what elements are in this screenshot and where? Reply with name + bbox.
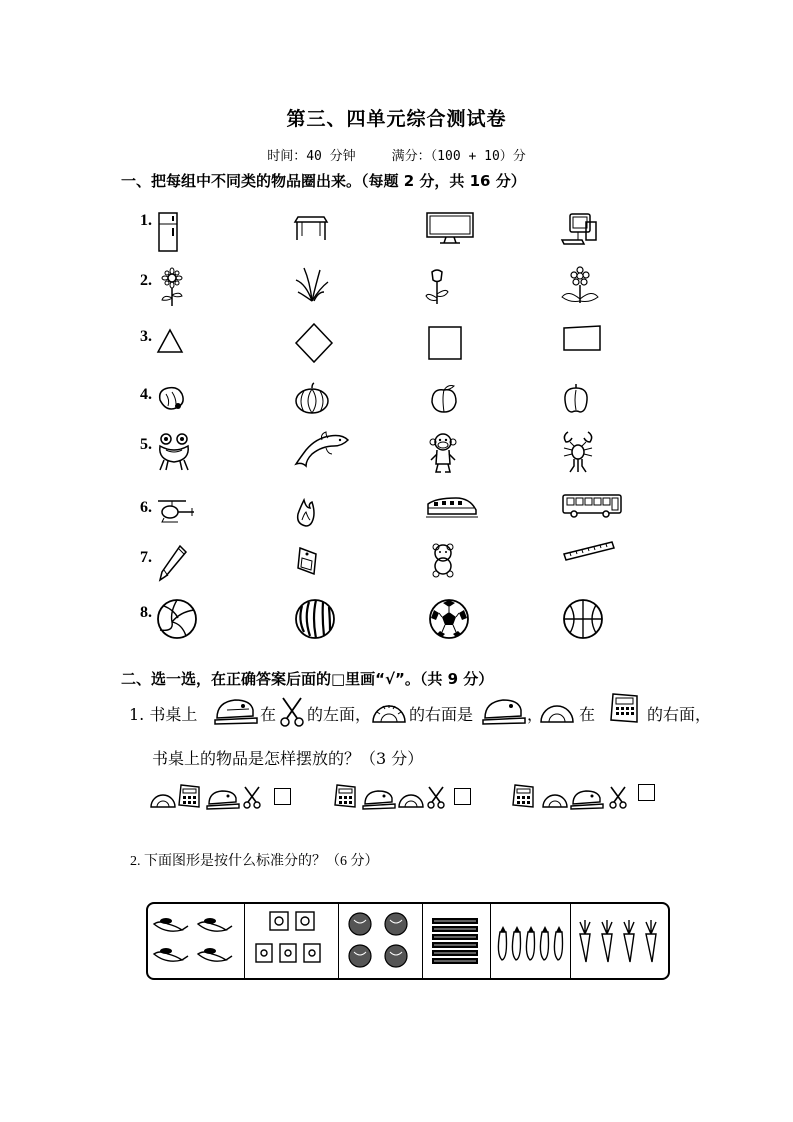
grass-icon[interactable] <box>294 266 330 302</box>
calculator-icon <box>178 784 202 812</box>
table-icon[interactable] <box>294 211 328 241</box>
scissors-icon <box>426 786 446 814</box>
question-1-line-1 <box>129 696 729 732</box>
fire-icon[interactable] <box>294 498 318 528</box>
stapler-icon <box>570 788 604 814</box>
section1-heading: 一、把每组中不同类的物品圈出来。（每题 2 分，共 16 分） <box>121 172 526 190</box>
row-number-5: 5. <box>140 436 152 453</box>
answer-checkbox[interactable] <box>638 784 655 801</box>
basketball-icon[interactable] <box>562 598 604 640</box>
full-score: 满分：（100 + 10）分 <box>391 149 526 164</box>
square-icon[interactable] <box>428 326 462 360</box>
q1-text-part: 在 <box>260 705 277 724</box>
row-number-1: 1. <box>140 212 152 229</box>
stapler-icon <box>362 788 396 814</box>
triangle-icon[interactable] <box>156 328 184 354</box>
row-number-7: 7. <box>140 549 152 566</box>
bus-icon[interactable] <box>562 494 622 518</box>
scissors-icon <box>608 786 628 814</box>
answer-checkbox[interactable] <box>454 788 471 805</box>
question-2-text: 2. 下面图形是按什么标准分的？（6 分） <box>130 854 379 869</box>
tulip-icon[interactable] <box>424 268 450 306</box>
dolphin-icon[interactable] <box>292 432 350 470</box>
q1-text-part: ， <box>527 705 544 724</box>
section2-heading: 二、选一选，在正确答案后面的□里画“√”。（共 9 分） <box>121 670 494 688</box>
diamond-icon[interactable] <box>294 322 334 364</box>
pencil-icon[interactable] <box>158 544 188 582</box>
q1-text-part: 的右面， <box>647 705 712 724</box>
protractor-icon <box>398 790 424 812</box>
stapler-icon <box>213 696 259 730</box>
calculator-icon <box>334 784 358 812</box>
answer-option-b[interactable] <box>334 784 482 814</box>
pepper-icon[interactable] <box>562 382 590 414</box>
sunflower-icon[interactable] <box>158 268 186 308</box>
scissors-icon <box>279 696 305 732</box>
row-number-4: 4. <box>140 386 152 403</box>
group-carrots[interactable] <box>570 904 668 978</box>
q1-text-part: 1. 书桌上 <box>129 705 198 724</box>
protractor-icon <box>371 698 407 728</box>
protractor-icon <box>542 790 568 812</box>
monkey-icon[interactable] <box>428 432 458 474</box>
time-limit: 时间：40 分钟 <box>267 149 356 164</box>
stapler-icon <box>481 696 527 730</box>
computer-icon[interactable] <box>560 212 600 248</box>
lobster-icon[interactable] <box>560 430 596 474</box>
monitor-icon[interactable] <box>426 212 474 244</box>
group-chili-peppers[interactable] <box>148 904 245 978</box>
q1-text-part: 的右面是 <box>409 705 474 724</box>
exam-meta <box>0 145 793 164</box>
answer-option-a[interactable] <box>150 784 298 814</box>
protractor-icon <box>150 790 176 812</box>
train-icon[interactable] <box>426 496 478 518</box>
calculator-icon <box>512 784 536 812</box>
q1-text-part: 的左面， <box>307 705 372 724</box>
group-eggplants[interactable] <box>490 904 571 978</box>
row-number-8: 8. <box>140 604 152 621</box>
sharpener-icon[interactable] <box>294 546 320 576</box>
frog-icon[interactable] <box>156 432 192 472</box>
question-1-line-2: 书桌上的物品是怎样摆放的？（3 分） <box>152 749 424 768</box>
group-books[interactable] <box>422 904 491 978</box>
row-number-6: 6. <box>140 499 152 516</box>
rectangle-icon[interactable] <box>562 324 602 352</box>
volleyball-icon[interactable] <box>156 598 198 640</box>
peach-icon[interactable] <box>428 382 460 414</box>
ruler-icon[interactable] <box>562 540 616 562</box>
row-number-3: 3. <box>140 328 152 345</box>
cabbage-icon[interactable] <box>156 384 186 412</box>
refrigerator-icon[interactable] <box>158 212 178 252</box>
group-cabbages[interactable] <box>338 904 423 978</box>
scissors-icon <box>242 786 262 814</box>
watermelon-icon[interactable] <box>294 598 336 640</box>
group-toilet-rolls[interactable] <box>244 904 339 978</box>
pumpkin-icon[interactable] <box>294 382 330 414</box>
answer-option-c[interactable] <box>512 782 660 814</box>
q1-text-part: 在 <box>579 705 596 724</box>
helicopter-icon[interactable] <box>156 498 196 524</box>
stapler-icon <box>206 788 240 814</box>
answer-checkbox[interactable] <box>274 788 291 805</box>
page-title: 第三、四单元综合测试卷 <box>286 108 507 130</box>
protractor-icon <box>539 698 575 728</box>
flower-icon[interactable] <box>560 267 600 305</box>
classification-panel <box>146 902 670 980</box>
soccer-ball-icon[interactable] <box>428 598 470 640</box>
row-number-2: 2. <box>140 272 152 289</box>
calculator-icon <box>609 692 641 728</box>
teddy-bear-icon[interactable] <box>428 542 458 578</box>
